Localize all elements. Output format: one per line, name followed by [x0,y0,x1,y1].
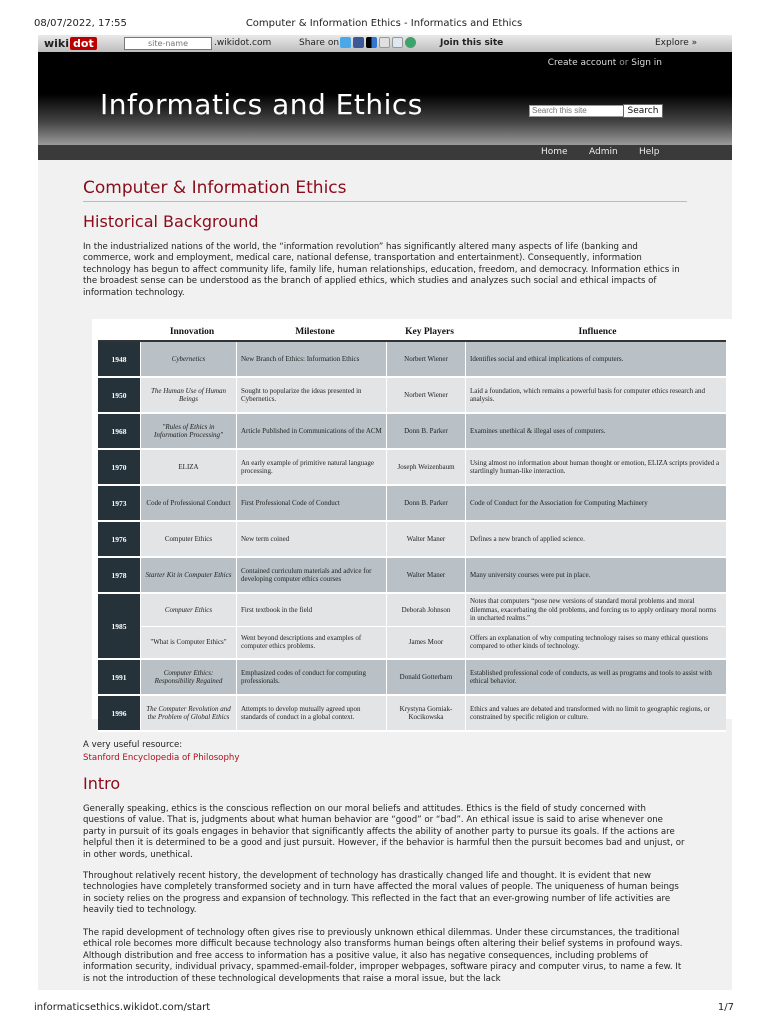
timeline-row: 1950 The Human Use of Human Beings Sought to popularize the ideas presented in Cybernetics. Norbert Wiener Laid a foundation, which remains a powerful basis for computer ethics research and analysis. [98,378,726,414]
timeline-row: 1970 ELIZA An early example of primitive natural language processing. Joseph Weizenbaum Using almost no information about human thought or emotion, ELIZA scripts provided a startlingly human-like interaction. [98,450,726,486]
top-nav [38,145,732,160]
print-footer [0,994,768,1024]
twitter-icon[interactable] [340,37,351,48]
timeline-row: 1948 Cybernetics New Branch of Ethics: Information Ethics Norbert Wiener Identifies social and ethical implications of computers. [98,342,726,378]
main-content [38,160,732,990]
timeline-row: 1991 Computer Ethics: Responsibility Regained Emphasized codes of conduct for computing professionals. Donald Gotterbarn Established professional code of conducts, as well as programs and tools to assist with ethical behavior. [98,660,726,696]
title-divider [83,201,687,202]
site-header [38,52,732,145]
timeline-row: 1978 Starter Kit in Computer Ethics Contained curriculum materials and advice for developing computer ethics courses Walter Maner Many university courses were put in place. [98,558,726,594]
search-input[interactable] [529,105,624,117]
wikidot-top-bar [38,35,732,53]
explore-menu[interactable]: Explore » [655,38,698,48]
account-links: Create account or Sign in [547,58,662,68]
timeline-row: 1976 Computer Ethics New term coined Walter Maner Defines a new branch of applied science. [98,522,726,558]
heading-intro: Intro [83,774,121,793]
timeline-row: 1985 Computer Ethics First textbook in the field Deborah Johnson Notes that computers “pose new versions of standard moral problems and moral dilemmas, exacerbating the old problems, and forcing us to apply ordinary moral norms in uncharted realms.” "What is Computer Ethics" Went beyond descriptions and examples of computer ethics problems. James Moor Offers an explanation of why computing technology raises so many ethical questions compared to other kinds of technology. [98,594,726,660]
stanford-encyclopedia-link[interactable]: Stanford Encyclopedia of Philosophy [83,753,240,763]
heading-historical-background: Historical Background [83,212,259,231]
site-name-input[interactable] [124,37,212,50]
timeline-table-image [92,319,732,719]
intro-paragraph-2: Throughout relatively recent history, the development of technology has drastically changed life and thought. It is evident that new technologies have completely transformed society and in turn have affected the moral values of people. The uniqueness of human beings in society relies on the progress and expansion of technology. This reflected in the fact that an ever-growing number of life activities are heavily tied to technology. [83,871,679,916]
page-title: Computer & Information Ethics [83,178,347,198]
facebook-icon[interactable] [353,37,364,48]
print-date: 08/07/2022, 17:55 [34,18,127,29]
share-label: Share on [299,38,340,48]
timeline-header-milestone: Milestone [295,327,335,337]
join-site-link[interactable]: Join this site [440,38,504,48]
digg-icon[interactable] [379,37,390,48]
intro-paragraph-3: The rapid development of technology often gives rise to previously unknown ethical dilemmas. Under these circumstances, the traditional ethical role becomes more difficult because technology also transforms human beings often altering their belief systems in profound ways. Although distribution and free access to information has a positive value, it also has negative consequences, including problems of information security, individual privacy, spammed-email-folder, improper webpages, software piracy and computer virus, to name a few. It is not the introduction of these technological developments that raise a moral issue, but the lack [83,928,683,984]
print-url: informaticsethics.wikidot.com/start [34,1002,211,1013]
share-icons [340,37,416,48]
print-header [0,0,768,34]
resource-label: A very useful resource: [83,740,183,750]
nav-help[interactable]: Help [639,147,660,157]
historical-paragraph: In the industrialized nations of the world, the “information revolution” has significantly altered many aspects of life (banking and commerce, work and employment, medical care, national defense, transportation and entertainment). Consequently, information technology has begun to affect community life, family life, human relationships, education, freedom, and democracy. Information ethics in the broadest sense can be understood as the branch of applied ethics, which studies and analyzes such social and ethical impacts of information technology. [83,242,680,298]
timeline-row: 1996 The Computer Revolution and the Problem of Global Ethics Attempts to develop mutually agreed upon standards of conduct in a global context. Krystyna Gorniak-Kocikowska Ethics and values are debated and transformed with no limit to geographic regions, or constrained by specific religion or culture. [98,696,726,732]
print-page-count: 1/7 [717,1002,734,1013]
site-title[interactable]: Informatics and Ethics [100,88,423,121]
nav-admin[interactable]: Admin [589,147,618,157]
reddit-icon[interactable] [392,37,403,48]
delicious-icon[interactable] [366,37,377,48]
timeline-header-key-players: Key Players [405,327,454,337]
timeline-header-innovation: Innovation [169,327,215,337]
search-button[interactable]: Search [623,104,663,118]
intro-paragraph-1: Generally speaking, ethics is the conscious reflection on our moral beliefs and attitudes. Ethics is the field of study concerned with questions of value. That is, judgments about what human behavior are “good” or “bad”. An ethical issue is said to arise whenever one party in pursuit of its goals engages in behavior that significantly affects the ability of another party to pursue its goals. If the actions are helpful then it is determined to be a good and just pursuit. However, if the behavior is harmful then the pursuit becomes bad and unjust, or in other words, unethical. [83,804,685,860]
nav-home[interactable]: Home [541,147,568,157]
domain-suffix: .wikidot.com [214,38,272,48]
sign-in-link[interactable]: Sign in [631,58,662,68]
print-title: Computer & Information Ethics - Informatics and Ethics [245,18,523,29]
wikidot-logo[interactable]: wiki dot [44,37,97,50]
timeline-header-influence: Influence [578,327,617,337]
timeline-row: 1968 "Rules of Ethics in Information Processing" Article Published in Communications of the ACM Donn B. Parker Examines unethical & illegal uses of computers. [98,414,726,450]
create-account-link[interactable]: Create account [547,58,617,68]
stumbleupon-icon[interactable] [405,37,416,48]
timeline-row: 1973 Code of Professional Conduct First Professional Code of Conduct Donn B. Parker Code of Conduct for the Association for Computing Machinery [98,486,726,522]
timeline-grid [98,340,726,732]
